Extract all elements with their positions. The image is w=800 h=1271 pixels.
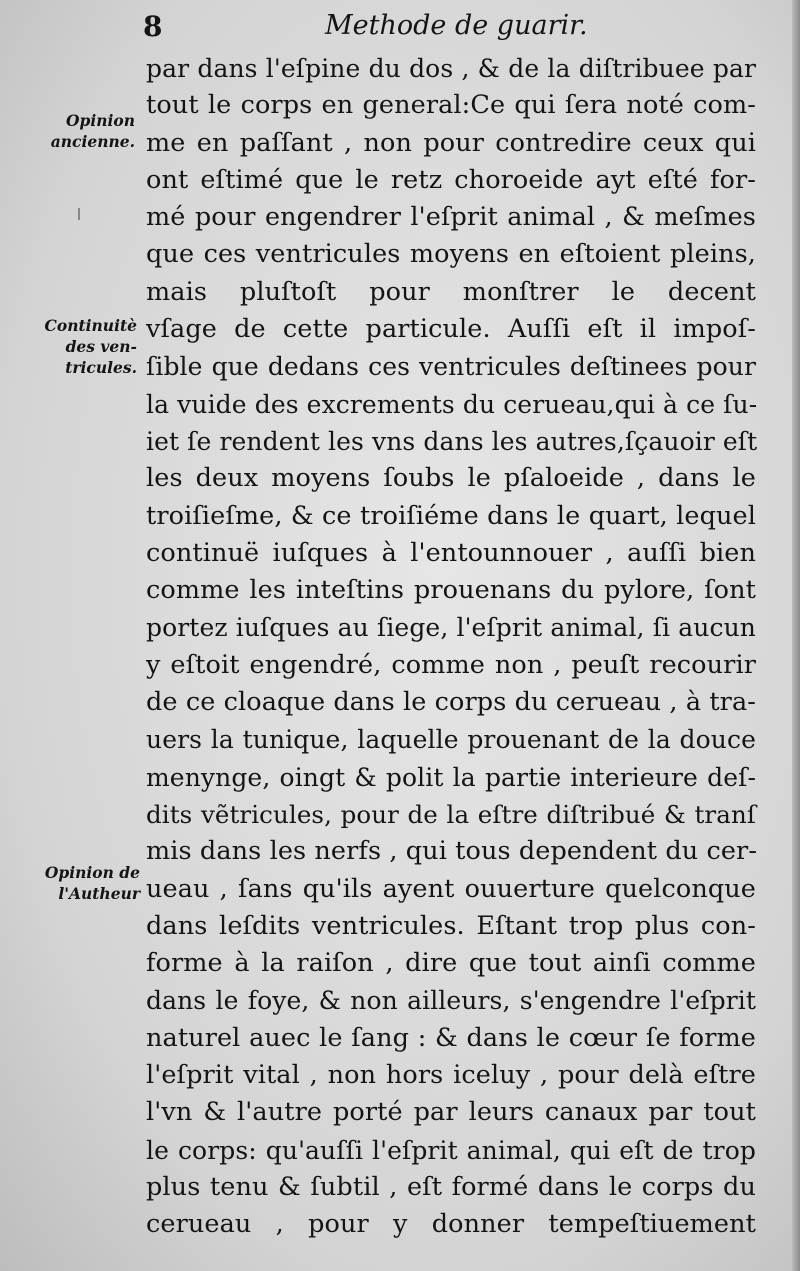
margin-note-line: tricules.	[65, 358, 137, 377]
margin-note-line: Opinion	[66, 111, 135, 130]
text-line: dans leſdits ventricules. Eſtant trop plus con-	[146, 910, 756, 941]
text-line: y eſtoit engendré, comme non , peuſt recourir	[146, 649, 756, 680]
text-line: portez iuſques au ſiege, l'eſprit animal, ſi aucun	[146, 613, 756, 643]
margin-note-line: des ven-	[65, 337, 137, 356]
margin-note-continuite	[22, 315, 137, 378]
text-line: l'vn & l'autre porté par leurs canaux par tout	[146, 1097, 756, 1128]
margin-note-opinion-autheur	[25, 862, 140, 904]
margin-mark	[78, 208, 80, 220]
page-number: 8	[143, 10, 163, 43]
text-line: ont eſtimé que le retz choroeide ayt eſté for-	[146, 164, 756, 195]
text-line: par dans l'eſpine du dos , & de la diſtribuee par	[146, 54, 756, 83]
text-line: tout le corps en general:Ce qui ſera noté com-	[146, 90, 756, 121]
text-line: la vuide des excrements du cerueau,qui à ce ſu-	[146, 389, 758, 419]
text-line: dits vẽtricules, pour de la eſtre diſtribué & tranſ	[146, 799, 756, 829]
text-line: mis dans les nerfs , qui tous dependent du cer-	[146, 836, 758, 867]
text-line: le corps: qu'auſſi l'eſprit animal, qui eſt de trop	[146, 1135, 756, 1165]
margin-note-line: l'Autheur	[58, 884, 140, 903]
text-line: ſible que dedans ces ventricules deſtinees pour	[146, 352, 756, 382]
margin-note-line: Opinion de	[44, 863, 140, 882]
margin-note-opinion-ancienne	[20, 110, 135, 152]
text-line: mais pluſtoſt pour monſtrer le decent	[146, 276, 756, 307]
text-line: de ce cloaque dans le corps du cerueau , à tra-	[146, 687, 756, 718]
text-line: forme à la raiſon , dire que tout ainſi comme	[146, 948, 756, 979]
text-line: naturel auec le ſang : & dans le cœur ſe forme	[146, 1022, 756, 1053]
text-line: vſage de cette particule. Auſſi eſt il impoſ-	[146, 314, 756, 345]
text-line: me en paſſant , non pour contredire ceux qui	[146, 127, 756, 158]
page-edge	[792, 0, 800, 1271]
running-title: Methode de guarir.	[325, 10, 588, 41]
text-line: continuë iuſques à l'entounnouer , auſſi bien	[146, 537, 756, 568]
text-line: que ces ventricules moyens en eſtoient pleins,	[146, 239, 756, 270]
text-line: les deux moyens ſoubs le pſaloeide , dans le	[146, 463, 756, 494]
text-line: mé pour engendrer l'eſprit animal , & meſmes	[146, 202, 756, 233]
text-line: ueau , ſans qu'ils ayent ouuerture quelconque	[146, 873, 756, 904]
text-line: cerueau , pour y donner tempeſtiuement	[146, 1209, 756, 1240]
body-text	[146, 50, 756, 1244]
text-line: l'eſprit vital , non hors iceluy , pour delà eſtre	[146, 1060, 756, 1091]
text-line: dans le foye, & non ailleurs, s'engendre l'eſprit	[146, 986, 756, 1016]
text-line: comme les inteſtins prouenans du pylore, ſont	[146, 575, 756, 606]
margin-notes	[0, 0, 145, 1271]
margin-note-line: Continuitè	[44, 316, 137, 335]
text-line: troiſieſme, & ce troiſiéme dans le quart, lequel	[146, 500, 756, 531]
text-line: uers la tunique, laquelle prouenant de la douce	[146, 725, 756, 755]
margin-note-line: ancienne.	[50, 132, 135, 151]
text-line: menynge, oingt & polit la partie interieure deſ-	[146, 762, 756, 792]
text-line: iet ſe rendent les vns dans les autres,ſçauoir eſt	[146, 426, 758, 456]
text-line: plus tenu & ſubtil , eſt formé dans le corps du	[146, 1171, 756, 1202]
